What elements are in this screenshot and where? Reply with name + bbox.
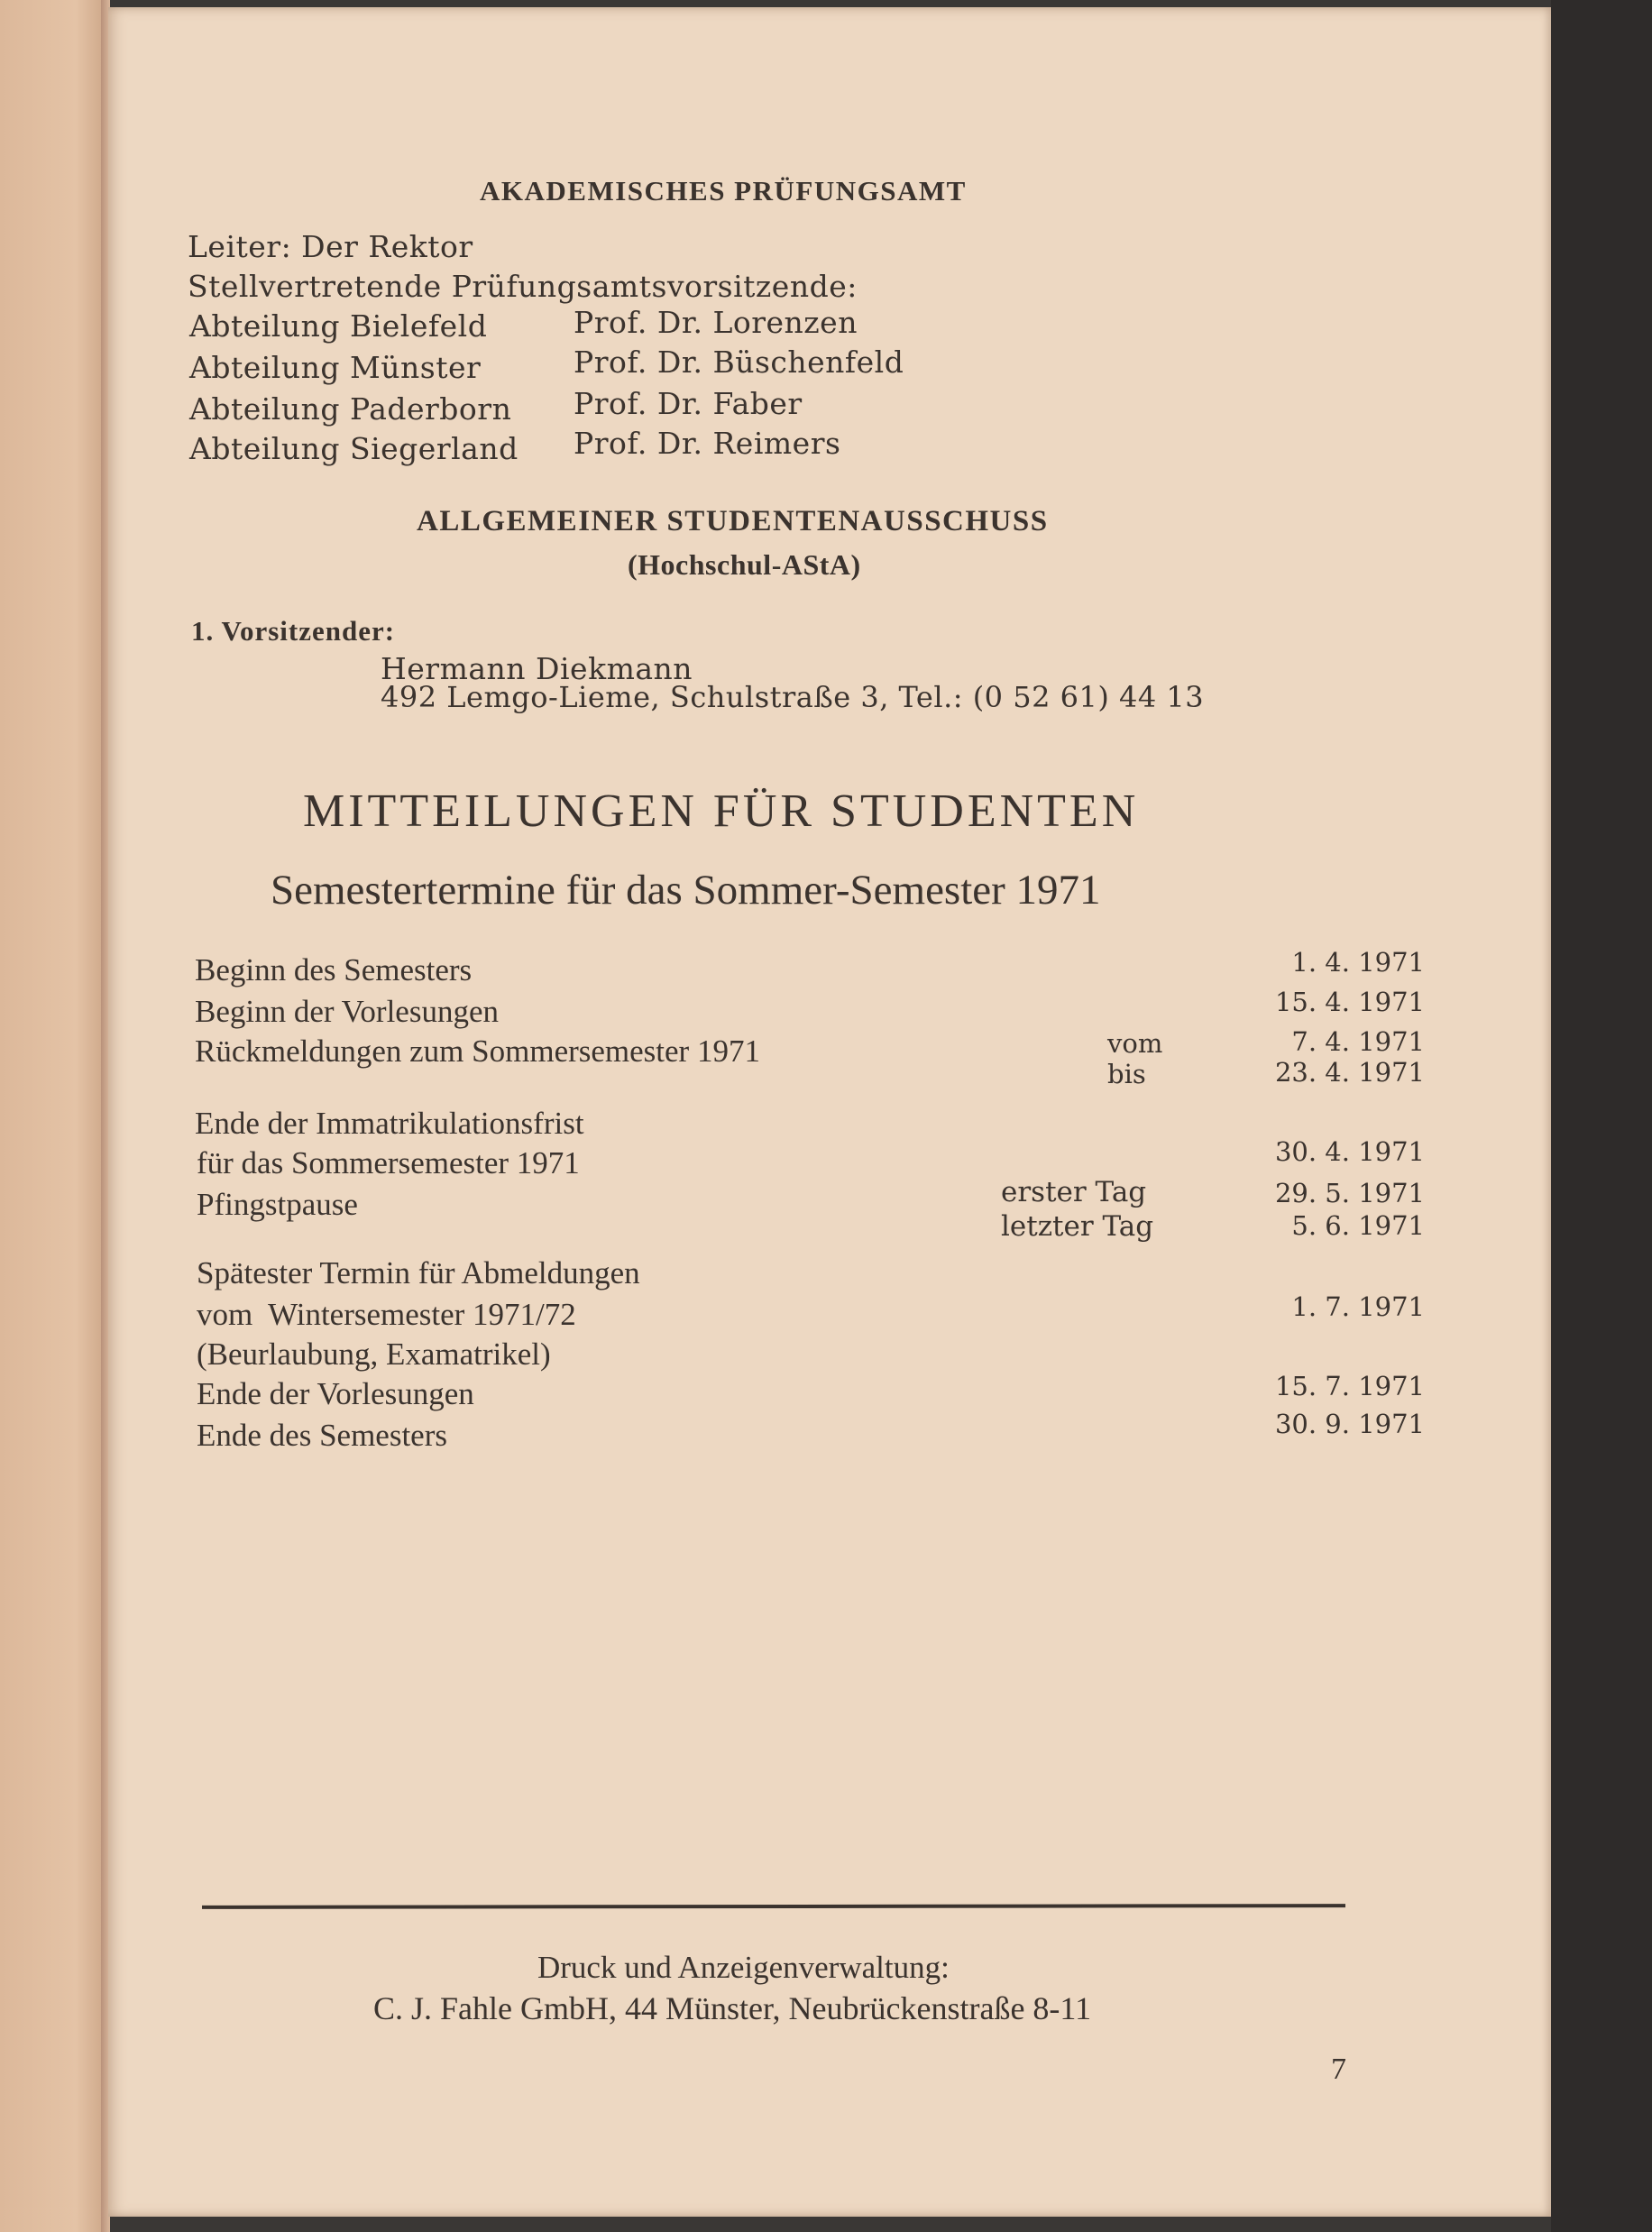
entry-prefix: erster Tag [1001,1176,1147,1208]
abteilung-bielefeld: Abteilung Bielefeld [189,308,488,344]
semestertermine-subtitle: Semestertermine für das Sommer-Semester 1971 [271,867,1101,914]
mitteilungen-title: MITTEILUNGEN FÜR STUDENTEN [303,785,1140,837]
left-page-edge [0,0,108,2232]
entry-label: Ende des Semesters [197,1418,447,1453]
prof-reimers: Prof. Dr. Reimers [574,426,841,461]
vorsitzender-name: Hermann Diekmann [381,651,693,686]
prof-lorenzen: Prof. Dr. Lorenzen [574,305,858,340]
vorsitzender-address: 492 Lemgo-Lieme, Schulstraße 3, Tel.: (0 52 61) 44 13 [381,680,1205,714]
footer-line2: C. J. Fahle GmbH, 44 Münster, Neubrückenstraße 8-11 [373,1990,1092,2026]
entry-prefix: letzter Tag [1001,1210,1154,1243]
entry-label: Ende der Vorlesungen [197,1376,474,1411]
prof-faber: Prof. Dr. Faber [574,386,803,421]
document-page [108,7,1551,2217]
entry-prefix: vom [1107,1028,1163,1059]
entry-date: 15. 7. 1971 [1274,1371,1425,1401]
entry-label: Rückmeldungen zum Sommersemester 1971 [195,1033,760,1069]
entry-date: 30. 9. 1971 [1274,1409,1425,1439]
asta-heading: ALLGEMEINER STUDENTENAUSSCHUSS [417,505,1049,537]
entry-date: 23. 4. 1971 [1274,1057,1425,1088]
entry-date: 15. 4. 1971 [1274,987,1425,1017]
pruefungsamt-heading: AKADEMISCHES PRÜFUNGSAMT [480,175,967,207]
abteilung-muenster: Abteilung Münster [189,350,482,385]
entry-label: Ende der Immatrikulationsfrist [195,1106,584,1141]
asta-subheading: (Hochschul-AStA) [628,548,861,581]
abteilung-siegerland: Abteilung Siegerland [189,431,519,466]
entry-date: 29. 5. 1971 [1274,1178,1425,1208]
abteilung-paderborn: Abteilung Paderborn [189,391,512,427]
entry-label: Spätester Termin für Abmeldungen [197,1255,640,1291]
prof-bueschenfeld: Prof. Dr. Büschenfeld [574,344,904,380]
entry-date: 1. 7. 1971 [1291,1291,1425,1322]
leiter-line: Leiter: Der Rektor [188,229,473,264]
entry-label: Beginn des Semesters [195,952,473,987]
entry-date: 30. 4. 1971 [1274,1136,1425,1167]
entry-label-line2: vom Wintersemester 1971/72 [197,1297,576,1332]
footer-line1: Druck und Anzeigenverwaltung: [537,1950,950,1985]
vorsitzender-label: 1. Vorsitzender: [191,615,396,647]
page-number: 7 [1331,2053,1346,2086]
entry-label: Pfingstpause [197,1187,358,1222]
entry-date: 7. 4. 1971 [1291,1026,1425,1057]
entry-label-line3: (Beurlaubung, Examatrikel) [197,1336,551,1372]
entry-date: 1. 4. 1971 [1291,947,1425,978]
stellvertreter-line: Stellvertretende Prüfungsamtsvorsitzende: [188,269,858,304]
entry-prefix: bis [1107,1059,1146,1089]
entry-label: Beginn der Vorlesungen [195,994,499,1029]
scan-background [1551,0,1652,2232]
entry-date: 5. 6. 1971 [1291,1210,1425,1241]
entry-label-line2: für das Sommersemester 1971 [197,1145,580,1180]
footer-divider [202,1904,1345,1909]
